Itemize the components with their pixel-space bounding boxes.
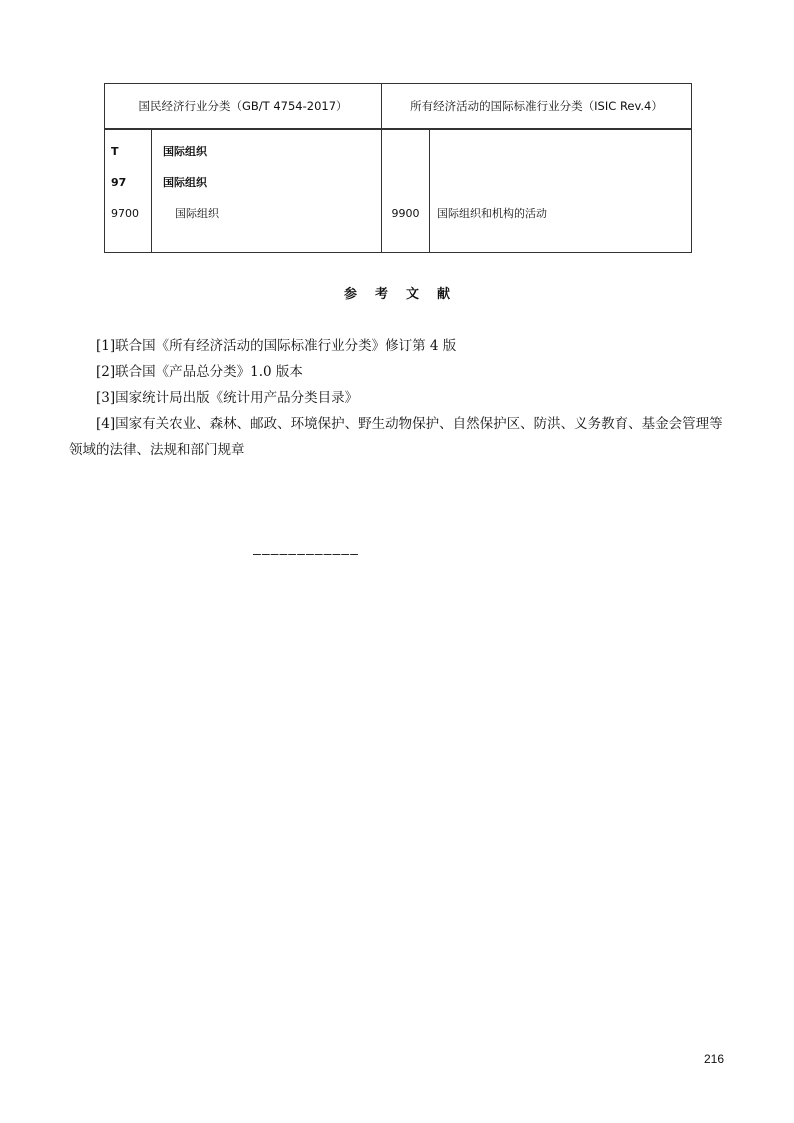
- isic-name: [430, 167, 692, 198]
- reference-item: [3]国家统计局出版《统计用产品分类目录》: [96, 390, 359, 406]
- gb-name: 国际组织: [152, 167, 382, 198]
- table-row: [105, 198, 692, 229]
- table-row: [105, 129, 692, 136]
- gb-code: 9700: [105, 198, 152, 229]
- gb-name: 国际组织: [175, 207, 219, 220]
- gb-code: T: [105, 136, 152, 167]
- gb-code: 97: [105, 167, 152, 198]
- isic-name: 国际组织和机构的活动: [430, 198, 692, 229]
- isic-code: 9900: [382, 198, 430, 229]
- table-header-row: [105, 84, 692, 130]
- classification-table: [104, 83, 692, 253]
- end-separator: ————————————: [253, 547, 359, 562]
- reference-item: [1]联合国《所有经济活动的国际标准行业分类》修订第 4 版: [96, 338, 457, 354]
- table-row: [105, 167, 692, 198]
- header-gb: 国民经济行业分类（GB/T 4754-2017）: [105, 84, 382, 130]
- table-row: [105, 136, 692, 167]
- reference-item: [4]国家有关农业、森林、邮政、环境保护、野生动物保护、自然保护区、防洪、义务教育、基金会管理等领域的法律、法规和部门规章: [69, 416, 723, 458]
- isic-code: [382, 136, 430, 167]
- reference-item: [2]联合国《产品总分类》1.0 版本: [96, 364, 303, 380]
- table-row: [105, 229, 692, 253]
- isic-name: [430, 136, 692, 167]
- references-list: [69, 333, 729, 463]
- references-title: 参考文献: [343, 287, 468, 302]
- isic-code: [382, 167, 430, 198]
- page-number: 216: [703, 1052, 724, 1066]
- gb-name-cell: [152, 198, 382, 229]
- gb-name: 国际组织: [152, 136, 382, 167]
- header-isic: 所有经济活动的国际标准行业分类（ISIC Rev.4）: [382, 84, 692, 130]
